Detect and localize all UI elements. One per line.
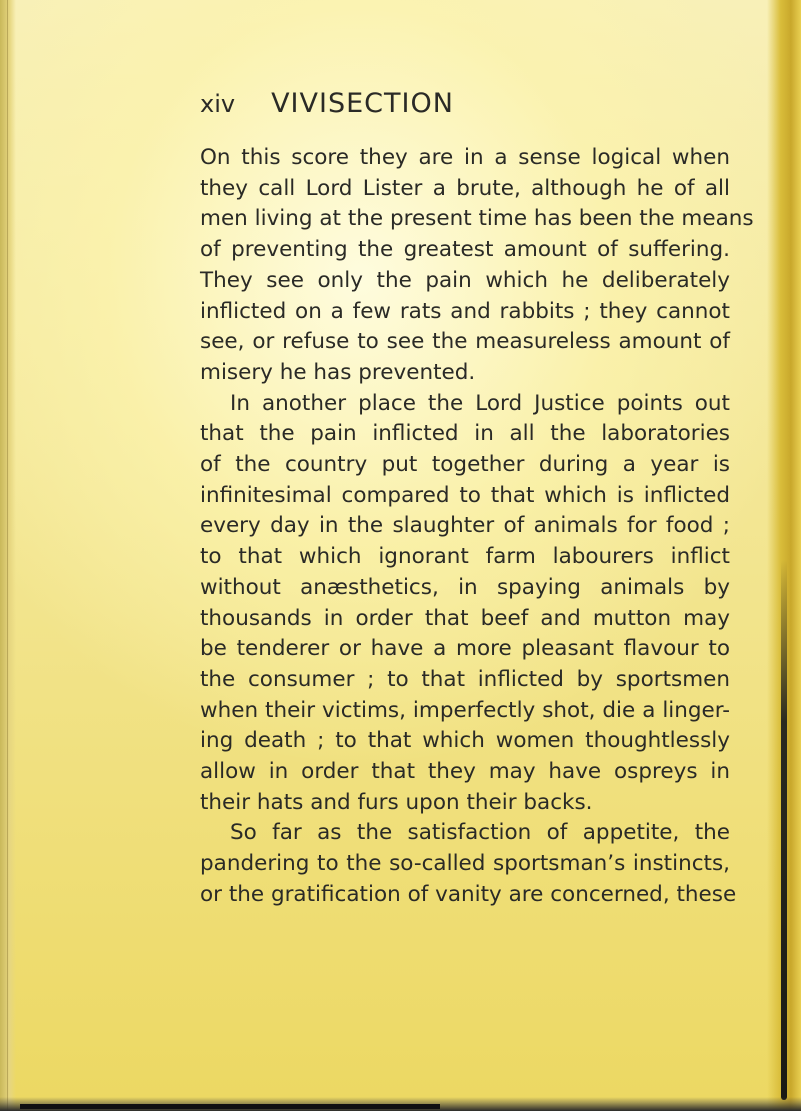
- text-line: They see only the pain which he deliberately: [200, 267, 730, 293]
- text-line: they call Lord Lister a brute, although he of all: [200, 175, 730, 201]
- text-line: thousands in order that beef and mutton may: [200, 605, 730, 631]
- text-line: be tenderer or have a more pleasant flavour to: [200, 636, 730, 662]
- text-line: when their victims, imperfectly shot, die a linger-: [200, 697, 730, 723]
- text-line: of preventing the greatest amount of suffering.: [200, 237, 730, 263]
- text-line: men living at the present time has been the means: [200, 206, 754, 232]
- text-line: that the pain inflicted in all the laboratories: [200, 421, 730, 447]
- text-line: their hats and furs upon their backs.: [200, 789, 593, 815]
- text-line: the consumer ; to that inflicted by sportsmen: [200, 666, 730, 692]
- page-fore-edge: [767, 0, 801, 1111]
- page-bottom-edge: [0, 1097, 801, 1111]
- text-line: ing death ; to that which women thoughtlessly: [200, 728, 730, 754]
- running-title: VIVISECTION: [271, 88, 454, 119]
- text-line: every day in the slaughter of animals for food ;: [200, 513, 730, 539]
- text-line: pandering to the so-called sportsman’s instincts,: [200, 851, 730, 877]
- text-line: without anæsthetics, in spaying animals by: [200, 574, 730, 600]
- text-line: In another place the Lord Justice points out: [230, 390, 730, 416]
- text-line: On this score they are in a sense logical when: [200, 145, 730, 170]
- running-header: [200, 88, 454, 119]
- text-line: see, or refuse to see the measureless amount of: [200, 329, 730, 355]
- page-number: xiv: [200, 90, 236, 118]
- text-line: misery he has prevented.: [200, 359, 476, 385]
- text-line: infinitesimal compared to that which is inflicted: [200, 482, 730, 508]
- body-text: [200, 143, 754, 911]
- text-line: or the gratification of vanity are concerned, these: [200, 881, 737, 907]
- text-line: of the country put together during a year is: [200, 452, 730, 478]
- text-line: inflicted on a few rats and rabbits ; they cannot: [200, 298, 730, 324]
- text-line: allow in order that they may have ospreys in: [200, 759, 730, 785]
- page-gutter-edge: [0, 0, 16, 1111]
- text-line: to that which ignorant farm labourers inflict: [200, 544, 730, 570]
- text-line: So far as the satisfaction of appetite, the: [230, 820, 730, 846]
